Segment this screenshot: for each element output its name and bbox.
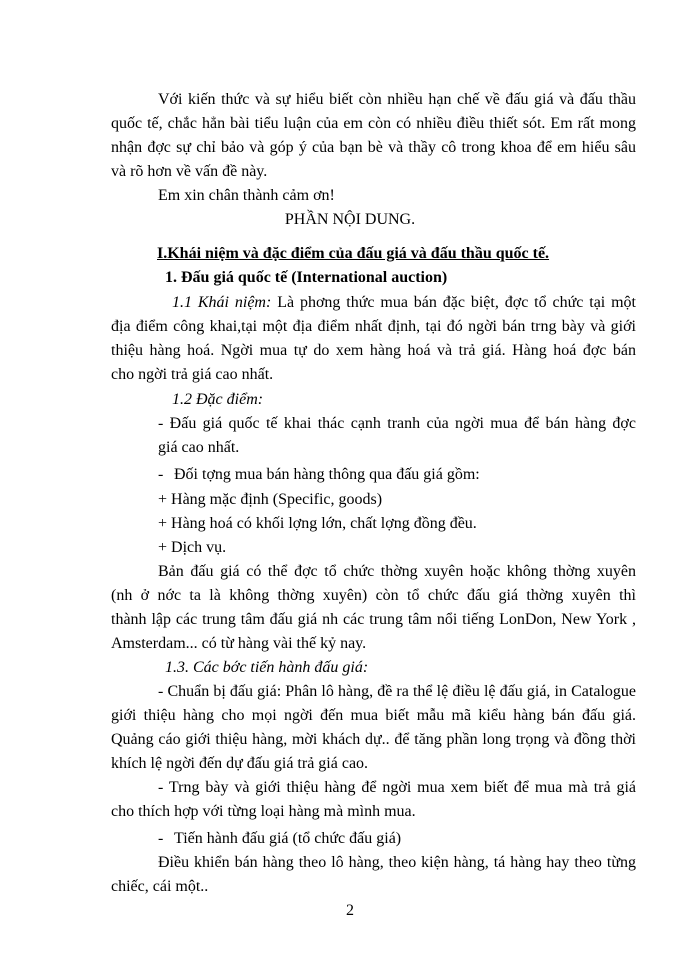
features-item-3: + Dịch vụ.	[158, 539, 227, 556]
definition-line-2: địa điểm công khai,tại một địa điểm nhất định, tại đó ngời bán trng bày và giới	[111, 318, 636, 335]
intro-line-3: nhận đợc sự chỉ bảo và góp ý của bạn bè và thầy cô trong khoa để em hiểu sâu	[111, 139, 636, 156]
features-item-1: + Hàng mặc định (Specific, goods)	[158, 491, 383, 508]
steps-display-line-1: - Trng bày và giới thiệu hàng để ngời mua xem biết để mua mà trả giá	[158, 779, 636, 796]
features-bullet2	[158, 465, 480, 485]
definition-line-1	[172, 293, 636, 313]
steps-prep-line-2: giới thiệu hàng cho mọi ngời đến mua biết mẫu mã kiểu hàng bán đấu giá.	[111, 707, 636, 724]
features-label: 1.2 Đặc điểm:	[172, 391, 264, 408]
definition-label: 1.1 Khái niệm:	[172, 294, 272, 311]
steps-display-line-2: cho thích hợp với từng loại hàng mà mình mua.	[111, 803, 416, 820]
definition-line-4: cho ngời trả giá cao nhất.	[111, 366, 274, 383]
intro-line-1: Với kiến thức và sự hiểu biết còn nhiều hạn chế về đấu giá và đấu thầu	[158, 91, 636, 108]
intro-line-2: quốc tế, chắc hẳn bài tiểu luận của em còn có nhiều điều thiết sót. Em rất mong	[111, 115, 636, 132]
intro-line-4: và rõ hơn về vấn đề này.	[111, 163, 268, 180]
definition-text: Là phơng thức mua bán đặc biệt, đợc tổ chức tại một	[271, 294, 637, 311]
steps-conduct-text: Tiến hành đấu giá (tổ chức đấu giá)	[174, 830, 402, 847]
dash-bullet-icon: -	[158, 830, 164, 847]
steps-label: 1.3. Các bớc tiến hành đấu giá:	[165, 659, 369, 676]
features-para-line-2: (nh ở nớc ta là không thờng xuyên) còn tổ chức đấu giá thờng xuyên thì	[111, 587, 636, 604]
thanks-line: Em xin chân thành cảm ơn!	[158, 187, 335, 204]
page-number: 2	[346, 902, 354, 919]
steps-prep-line-1: - Chuẩn bị đấu giá: Phân lô hàng, đề ra thể lệ điều lệ đấu giá, in Catalogue	[158, 683, 636, 700]
definition-line-3: thiệu hàng hoá. Ngời mua tự do xem hàng hoá và trả giá. Hàng hoá đợc bán	[111, 342, 636, 359]
steps-conduct	[158, 829, 401, 849]
subsection-title: 1. Đấu giá quốc tế (International auction)	[165, 269, 448, 286]
steps-control-line-1: Điều khiển bán hàng theo lô hàng, theo kiện hàng, tá hàng hay theo từng	[158, 854, 636, 871]
steps-prep-line-3: Quảng cáo giới thiệu hàng, mời khách dự.. để tăng phần long trọng và đồng thời	[111, 731, 636, 748]
steps-control-line-2: chiếc, cái một..	[111, 878, 209, 895]
features-bullet1-line-2: giá cao nhất.	[158, 439, 240, 456]
features-item-2: + Hàng hoá có khối lợng lớn, chất lợng đồng đều.	[158, 515, 477, 532]
part-title: PHẦN NỘI DUNG.	[284, 211, 416, 228]
features-bullet2-text: Đối tợng mua bán hàng thông qua đấu giá gồm:	[174, 466, 480, 483]
features-para-line-1: Bản đấu giá có thể đợc tổ chức thờng xuyên hoặc không thờng xuyên	[158, 563, 636, 580]
dash-bullet-icon: -	[158, 466, 164, 483]
steps-prep-line-4: khích lệ ngời đến dự đấu giá trả giá cao.	[111, 755, 369, 772]
features-bullet1-line-1: - Đấu giá quốc tế khai thác cạnh tranh của ngời mua để bán hàng đợc	[158, 415, 636, 432]
features-para-line-4: Amsterdam... có từ hàng vài thế kỷ nay.	[111, 635, 367, 652]
section-title: I.Khái niệm và đặc điểm của đấu giá và đấu thầu quốc tế.	[157, 245, 550, 262]
features-para-line-3: thành lập các trung tâm đấu giá nh các trung tâm nổi tiếng LonDon, New York ,	[111, 611, 636, 628]
